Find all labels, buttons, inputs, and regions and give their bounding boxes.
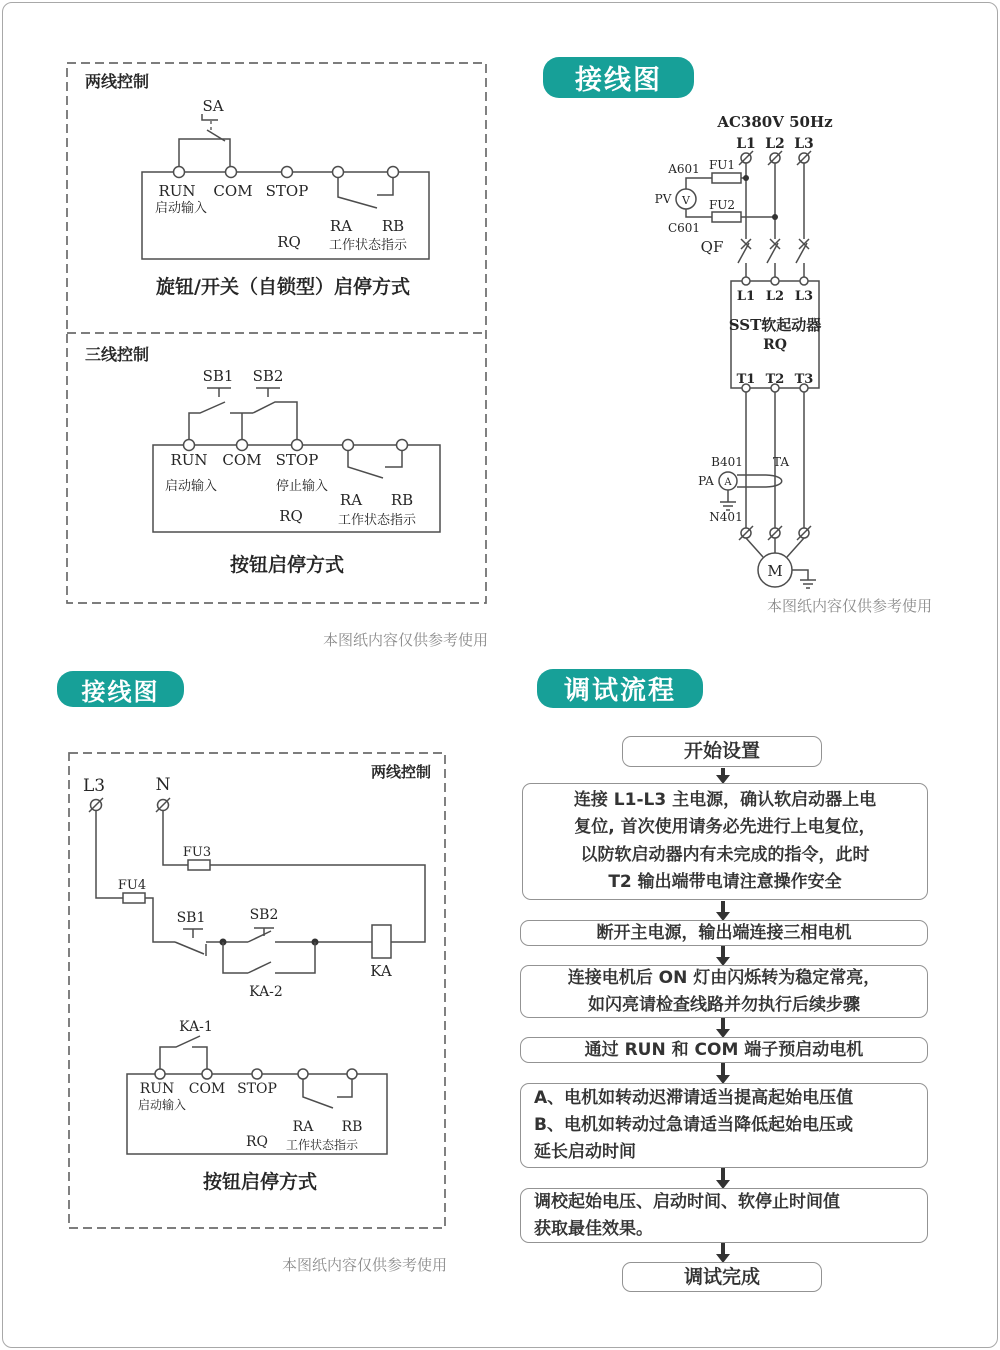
- sb2-label: SB2: [249, 907, 279, 923]
- starter-l1-label: L1: [736, 289, 756, 304]
- two-wire-caption: 旋钮/开关（自锁型）启停方式: [156, 276, 410, 298]
- n-label: N: [155, 775, 171, 795]
- pv-label: PV: [654, 192, 672, 206]
- sb2-label: SB2: [252, 367, 284, 385]
- reference-note: 本图纸内容仅供参考使用: [281, 1256, 447, 1274]
- flow-arrow-icon: [714, 768, 732, 783]
- flow-step-prestart: [520, 1037, 928, 1063]
- phase-l2-label: L2: [765, 136, 785, 152]
- phase-l3-label: L3: [794, 136, 814, 152]
- starter-name-label: SST软起动器: [728, 316, 822, 334]
- starter-l3-label: L3: [794, 289, 814, 304]
- ammeter-symbol: A: [724, 477, 732, 488]
- com-terminal-label: COM: [222, 451, 262, 469]
- flow-step-text: 获取最佳效果。: [534, 1218, 653, 1239]
- c601-label: C601: [667, 221, 701, 235]
- flow-arrow-icon: [714, 1168, 732, 1188]
- flow-step-text: T2 输出端带电请注意操作安全: [608, 872, 842, 892]
- status-label: 工作状态指示: [328, 238, 408, 253]
- stop-terminal-label: STOP: [275, 451, 319, 469]
- flow-arrow-icon: [714, 1018, 732, 1037]
- fu4-label: FU4: [117, 878, 147, 893]
- flow-step-text: 开始设置: [683, 740, 760, 763]
- flow-step-text: 调试完成: [683, 1265, 760, 1288]
- sb1-label: SB1: [176, 910, 206, 926]
- flow-step-text: 复位, 首次使用请务必先进行上电复位，: [574, 817, 876, 837]
- flow-step-text: 通过 RUN 和 COM 端子预启动电机: [584, 1039, 864, 1060]
- flow-arrow-icon: [714, 901, 732, 920]
- start-input-label: 启动输入: [137, 1098, 187, 1112]
- rb-label: RB: [390, 491, 414, 509]
- com-terminal-label: COM: [188, 1081, 226, 1097]
- fu1-label: FU1: [708, 158, 736, 172]
- l3-label: L3: [82, 776, 106, 796]
- run-terminal-label: RUN: [170, 451, 208, 469]
- flow-arrow-icon: [714, 1063, 732, 1083]
- ta-label: TA: [772, 455, 790, 469]
- ka2-contact-label: KA-2: [249, 984, 283, 1000]
- section-header-debug-flow: 调试流程: [537, 669, 703, 708]
- status-label: 工作状态指示: [337, 513, 417, 528]
- flow-step-text: 连接 L1-L3 主电源，确认软启动器上电: [573, 789, 877, 810]
- flow-arrow-icon: [714, 946, 732, 965]
- ra-label: RA: [339, 491, 363, 509]
- flow-arrow-icon: [714, 1243, 732, 1262]
- stop-terminal-label: STOP: [265, 182, 309, 200]
- relay-diagram-labels: [83, 763, 431, 1193]
- sa-label: SA: [202, 97, 224, 115]
- flow-step-text: 调校起始电压、启动时间、软停止时间值: [534, 1192, 840, 1212]
- flow-step-text: A、电机如转动迟滞请适当提高起始电压值: [534, 1088, 854, 1108]
- start-input-label: 启动输入: [164, 479, 218, 494]
- flow-step-text: B、电机如转动过急请适当降低起始电压或: [534, 1115, 853, 1135]
- flow-step-connect-motor: [520, 920, 928, 946]
- flow-step-start: [622, 736, 822, 767]
- starter-l2-label: L2: [765, 289, 785, 304]
- rb-label: RB: [341, 1119, 363, 1135]
- t3-label: T3: [794, 372, 814, 387]
- power-diagram-linework: [676, 151, 819, 588]
- ra-label: RA: [292, 1119, 314, 1135]
- three-wire-caption: 按钮启停方式: [229, 554, 345, 576]
- rq-label: RQ: [245, 1134, 269, 1150]
- control-modes-linework: [67, 63, 486, 603]
- flow-step-tune: [520, 1188, 928, 1243]
- three-wire-title: 三线控制: [85, 345, 150, 364]
- rq-label: RQ: [277, 233, 301, 251]
- b401-label: B401: [711, 455, 743, 469]
- qf-label: QF: [700, 238, 724, 256]
- run-terminal-label: RUN: [139, 1081, 175, 1097]
- ra-label: RA: [329, 217, 353, 235]
- supply-label: AC380V 50Hz: [717, 113, 833, 131]
- stop-terminal-label: STOP: [237, 1081, 277, 1097]
- stop-input-label: 停止输入: [275, 479, 329, 494]
- phase-l1-label: L1: [736, 136, 756, 152]
- sb1-label: SB1: [202, 367, 234, 385]
- t1-label: T1: [736, 372, 756, 387]
- fu2-label: FU2: [708, 198, 736, 212]
- flow-step-done: [622, 1262, 822, 1292]
- starter-code-label: RQ: [763, 337, 787, 353]
- flow-step-on-lamp: [520, 965, 928, 1018]
- t2-label: T2: [765, 372, 785, 387]
- flow-step-text: 连接电机后 ON 灯由闪烁转为稳定常亮，: [567, 968, 881, 988]
- rq-label: RQ: [279, 507, 303, 525]
- section-header-wiring-diagram-top: 接线图: [543, 57, 694, 98]
- run-terminal-label: RUN: [158, 182, 196, 200]
- a601-label: A601: [668, 162, 700, 176]
- start-input-label: 启动输入: [154, 201, 208, 216]
- status-label: 工作状态指示: [285, 1138, 359, 1152]
- flow-step-text: 断开主电源，输出端连接三相电机: [596, 922, 852, 943]
- voltmeter-symbol: V: [682, 194, 690, 207]
- rb-label: RB: [381, 217, 405, 235]
- two-wire-title: 两线控制: [85, 72, 150, 91]
- flow-step-connect-power: [522, 783, 928, 900]
- control-modes-labels: [85, 72, 417, 576]
- flow-step-text: 以防软启动器内有未完成的指令，此时: [580, 844, 870, 865]
- flow-step-voltage-adjust: [520, 1083, 928, 1168]
- reference-note: 本图纸内容仅供参考使用: [322, 631, 488, 649]
- fu3-label: FU3: [182, 845, 212, 860]
- n401-label: N401: [709, 510, 743, 524]
- ka-coil-label: KA: [370, 962, 392, 980]
- reference-note: 本图纸内容仅供参考使用: [766, 597, 932, 615]
- flow-step-text: 延长启动时间: [534, 1142, 636, 1162]
- ka1-contact-label: KA-1: [179, 1019, 213, 1035]
- flow-step-text: 如闪亮请检查线路并勿执行后续步骤: [588, 994, 860, 1015]
- section-header-wiring-diagram-mid: 接线图: [57, 671, 184, 707]
- power-diagram-labels: [655, 113, 834, 580]
- relay-caption: 按钮启停方式: [202, 1171, 318, 1193]
- motor-symbol: M: [767, 562, 783, 580]
- com-terminal-label: COM: [213, 182, 253, 200]
- pa-label: PA: [698, 474, 714, 488]
- relay-title: 两线控制: [370, 763, 432, 781]
